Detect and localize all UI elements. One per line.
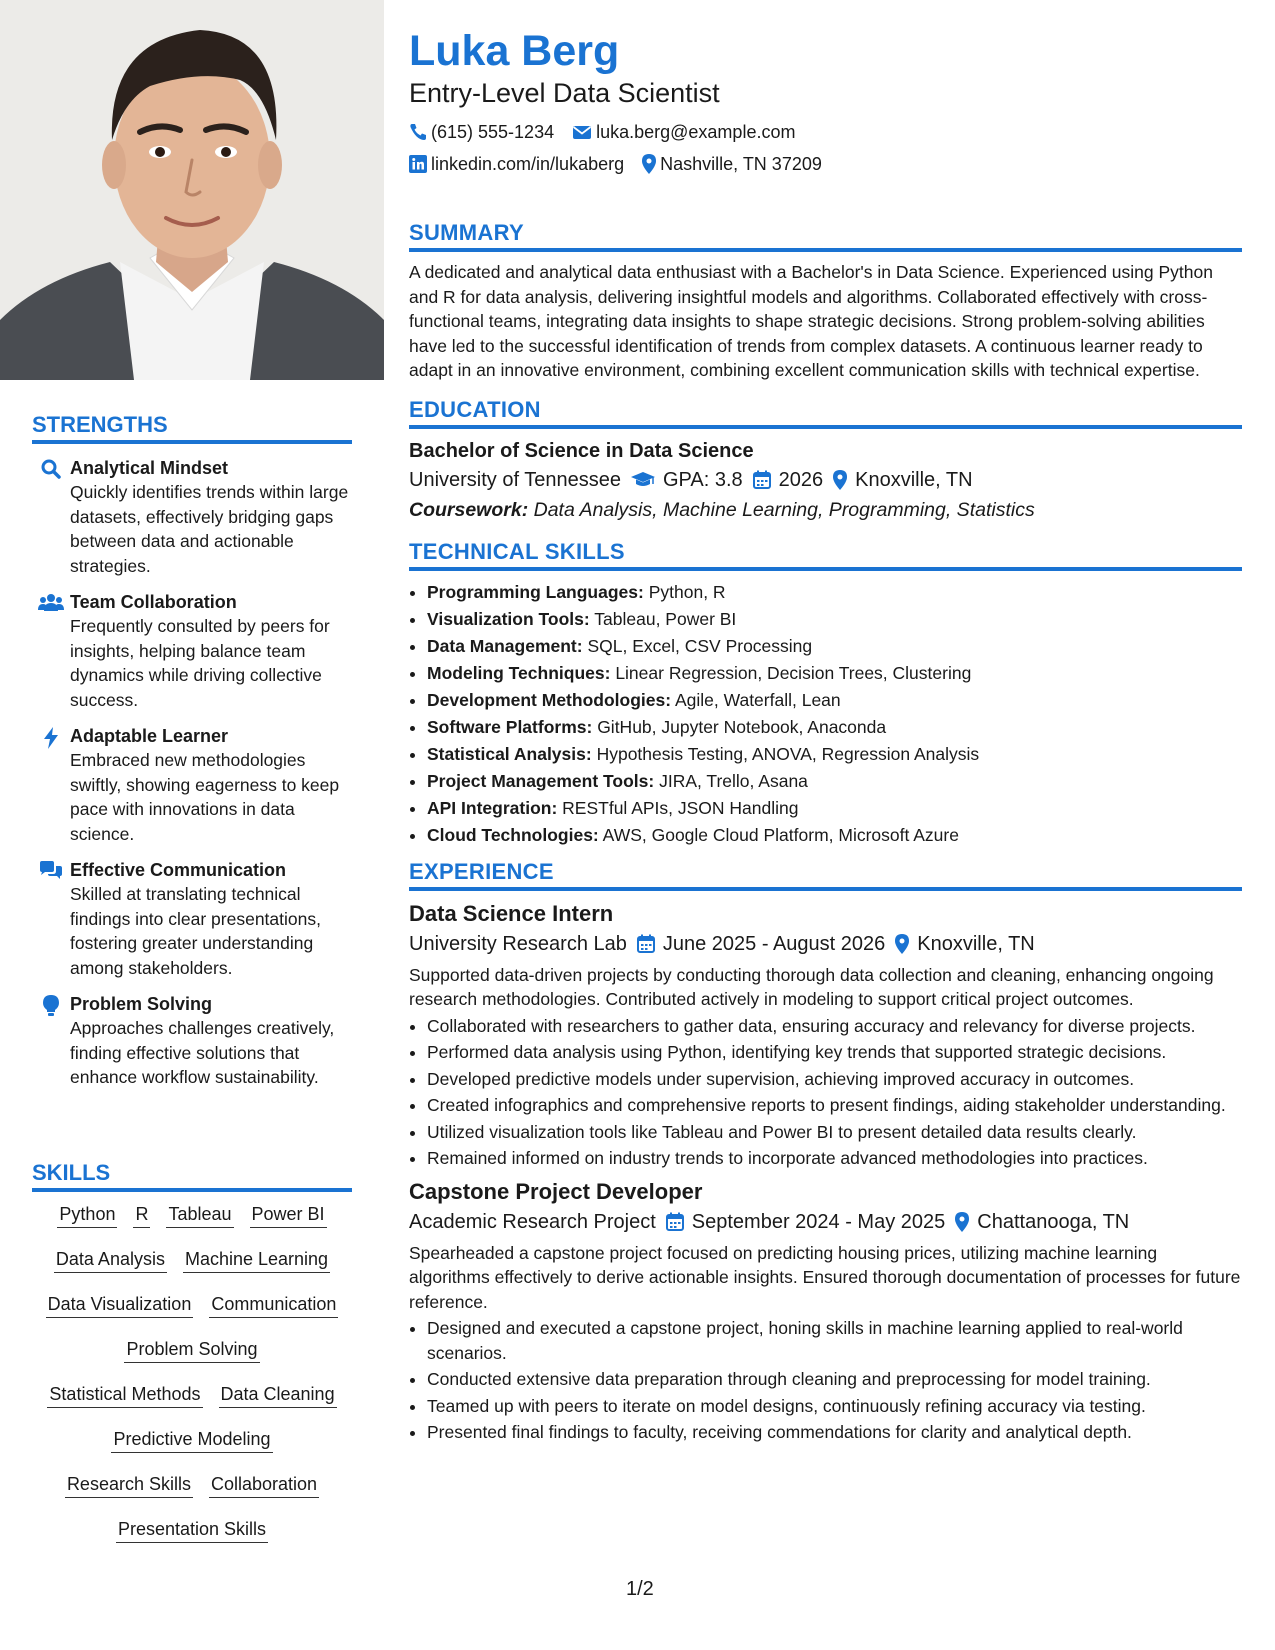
- list-item: [427, 714, 1242, 741]
- skill-value: GitHub, Jupyter Notebook, Anaconda: [597, 716, 887, 737]
- strength-title: Team Collaboration: [70, 592, 237, 612]
- skill-tag: R: [133, 1202, 150, 1228]
- list-item: • Created infographics and comprehensive reports to present findings, aiding stakeholder understanding.: [427, 1093, 1242, 1118]
- email-text: luka.berg@example.com: [596, 121, 796, 142]
- skill-tag: Power BI: [250, 1202, 327, 1228]
- list-item: • Designed and executed a capstone project, honing skills in machine learning applied to real-world scenarios.: [427, 1316, 1242, 1365]
- degree: Bachelor of Science in Data Science: [409, 439, 754, 462]
- strength-item: [32, 992, 352, 1090]
- strengths-heading: STRENGTHS: [32, 412, 352, 444]
- strength-title: Analytical Mindset: [70, 458, 229, 478]
- skill-value: JIRA, Trello, Asana: [659, 770, 808, 791]
- location-contact: [642, 154, 822, 175]
- strength-desc: Embraced new methodologies swiftly, showing eagerness to keep pace with innovations in data science.: [70, 750, 340, 844]
- list-item: • Teamed up with peers to iterate on model designs, continuously refining accuracy via testing.: [427, 1394, 1242, 1419]
- list-item: [427, 579, 1242, 606]
- skill-tag: Research Skills: [65, 1472, 193, 1498]
- profile-photo: [0, 0, 384, 380]
- list-item: [427, 768, 1242, 795]
- linkedin-icon: [409, 155, 427, 173]
- linkedin-text: linkedin.com/in/lukaberg: [431, 153, 625, 174]
- skill-tag: Data Cleaning: [219, 1382, 337, 1408]
- job-description: Supported data-driven projects by conducting thorough data collection and cleaning, enhancing ongoing research methodologies. Contributed actively in modeling to support critical project outcomes.: [409, 964, 1214, 1009]
- skill-label: Software Platforms:: [427, 716, 593, 737]
- strength-item: [32, 858, 352, 980]
- coursework-list: Data Analysis, Machine Learning, Programming, Statistics: [533, 498, 1035, 521]
- skill-row: [32, 1382, 352, 1408]
- job-entry: [409, 1177, 1242, 1445]
- skill-tag: Tableau: [166, 1202, 233, 1228]
- list-item: [427, 795, 1242, 822]
- summary-heading: SUMMARY: [409, 220, 1242, 252]
- lightbulb-icon: [32, 992, 70, 1090]
- skill-value: Python, R: [648, 581, 726, 602]
- education-heading: EDUCATION: [409, 397, 1242, 429]
- magnifier-icon: [32, 456, 70, 578]
- skill-label: Programming Languages:: [427, 581, 644, 602]
- job-org: Academic Research Project: [409, 1210, 656, 1233]
- chat-icon: [32, 858, 70, 980]
- strength-desc: Skilled at translating technical findings into clear presentations, fostering greater understanding among stakeholders.: [70, 884, 321, 978]
- skill-value: Hypothesis Testing, ANOVA, Regression Analysis: [596, 743, 980, 764]
- education-location: Knoxville, TN: [855, 468, 973, 491]
- location-text: Nashville, TN 37209: [660, 153, 822, 174]
- map-pin-icon: [642, 154, 656, 174]
- skill-value: Linear Regression, Decision Trees, Clustering: [615, 662, 972, 683]
- skill-tag: Collaboration: [209, 1472, 319, 1498]
- skill-label: Project Management Tools:: [427, 770, 655, 791]
- list-item: [427, 741, 1242, 768]
- job-role: Data Science Intern: [409, 900, 614, 926]
- skills-tags: [32, 1202, 352, 1543]
- skill-label: Modeling Techniques:: [427, 662, 611, 683]
- job-meta: [409, 1207, 1242, 1237]
- skill-tag: Presentation Skills: [116, 1517, 268, 1543]
- page-number: 1/2: [626, 1578, 654, 1600]
- strengths-section: [32, 412, 352, 1090]
- skill-label: Cloud Technologies:: [427, 824, 599, 845]
- job-bullets: [409, 1014, 1242, 1171]
- list-item: [427, 633, 1242, 660]
- job-role: Capstone Project Developer: [409, 1178, 703, 1204]
- strength-desc: Approaches challenges creatively, finding effective solutions that enhance workflow sustainability.: [70, 1018, 335, 1087]
- email-contact[interactable]: [572, 122, 795, 143]
- skill-value: AWS, Google Cloud Platform, Microsoft Azure: [602, 824, 959, 845]
- skill-tag: Data Visualization: [46, 1292, 194, 1318]
- graduation-year: 2026: [778, 468, 824, 491]
- list-item: • Remained informed on industry trends to incorporate advanced methodologies into practices.: [427, 1146, 1242, 1171]
- strength-desc: Quickly identifies trends within large datasets, effectively bridging gaps between data and actionable strategies.: [70, 482, 349, 576]
- map-pin-icon: [895, 934, 909, 954]
- job-meta: [409, 929, 1242, 959]
- skill-row: [32, 1202, 352, 1228]
- list-item: • Developed predictive models under supervision, achieving improved accuracy in outcomes.: [427, 1067, 1242, 1092]
- list-item: • Conducted extensive data preparation through cleaning and preprocessing for model training.: [427, 1367, 1242, 1392]
- skill-label: Statistical Analysis:: [427, 743, 592, 764]
- list-item: • Presented final findings to faculty, receiving commendations for clarity and analytical depth.: [427, 1420, 1242, 1445]
- candidate-title: Entry-Level Data Scientist: [409, 78, 720, 108]
- strength-desc: Frequently consulted by peers for insights, helping balance team dynamics while driving collective success.: [70, 616, 330, 710]
- skill-label: API Integration:: [427, 797, 558, 818]
- strength-title: Adaptable Learner: [70, 726, 229, 746]
- map-pin-icon: [833, 470, 847, 490]
- job-entry: [409, 899, 1242, 1171]
- job-bullets: [409, 1316, 1242, 1445]
- job-location: Knoxville, TN: [917, 932, 1035, 955]
- calendar-icon: [666, 1212, 684, 1231]
- skill-tag: Problem Solving: [124, 1337, 259, 1363]
- gpa: GPA: 3.8: [662, 468, 743, 491]
- skills-heading: SKILLS: [32, 1160, 352, 1192]
- skill-row: [32, 1247, 352, 1273]
- phone-text: (615) 555-1234: [431, 121, 555, 142]
- list-item: • Utilized visualization tools like Tableau and Power BI to present detailed data results clearly.: [427, 1120, 1242, 1145]
- skill-row: [32, 1427, 352, 1453]
- experience-heading: EXPERIENCE: [409, 859, 1242, 891]
- linkedin-contact[interactable]: [409, 154, 624, 175]
- skills-section: [32, 1160, 352, 1562]
- job-dates: September 2024 - May 2025: [691, 1210, 946, 1233]
- skill-label: Data Management:: [427, 635, 583, 656]
- calendar-icon: [637, 934, 655, 953]
- list-item: [427, 606, 1242, 633]
- job-location: Chattanooga, TN: [977, 1210, 1130, 1233]
- list-item: [427, 687, 1242, 714]
- school: University of Tennessee: [409, 468, 621, 491]
- contact-row: [409, 116, 1242, 148]
- job-description: Spearheaded a capstone project focused on predicting housing prices, utilizing machine learning algorithms effectively to derive actionable insights. Ensured thorough documentation of processes for future reference.: [409, 1242, 1241, 1312]
- graduation-cap-icon: [631, 471, 655, 489]
- skill-tag: Statistical Methods: [47, 1382, 202, 1408]
- phone-contact[interactable]: [409, 122, 554, 143]
- skill-tag: Python: [57, 1202, 117, 1228]
- list-item: [427, 660, 1242, 687]
- coursework-label: Coursework:: [409, 498, 529, 521]
- skill-row: [32, 1472, 352, 1498]
- list-item: • Collaborated with researchers to gather data, ensuring accuracy and relevancy for diverse projects.: [427, 1014, 1242, 1039]
- strength-title: Problem Solving: [70, 994, 213, 1014]
- summary-text: A dedicated and analytical data enthusiast with a Bachelor's in Data Science. Experienced using Python and R for data analysis, delivering insightful models and algorithms. Collaborated effectively with cross-functional teams, integrating data insights to shape strategic decisions. Strong problem-solving abilities have led to the successful identification of trends from complex datasets. A continuous learner ready to adapt in an innovative environment, combining excellent communication skills with technical expertise.: [409, 262, 1213, 380]
- skill-value: Tableau, Power BI: [594, 608, 737, 629]
- users-icon: [32, 590, 70, 712]
- strength-item: [32, 456, 352, 578]
- candidate-name: Luka Berg: [409, 27, 620, 75]
- bolt-icon: [32, 724, 70, 846]
- main-content: [409, 20, 1242, 1447]
- strength-item: [32, 590, 352, 712]
- skill-tag: Communication: [209, 1292, 338, 1318]
- strength-title: Effective Communication: [70, 860, 287, 880]
- list-item: • Performed data analysis using Python, identifying key trends that supported strategic decisions.: [427, 1040, 1242, 1065]
- contact-row: [409, 148, 1242, 180]
- skill-row: [32, 1292, 352, 1318]
- job-org: University Research Lab: [409, 932, 627, 955]
- education-meta: [409, 465, 1242, 495]
- map-pin-icon: [955, 1212, 969, 1232]
- job-dates: June 2025 - August 2026: [662, 932, 886, 955]
- list-item: [427, 822, 1242, 849]
- coursework: [409, 495, 1242, 525]
- envelope-icon: [572, 124, 592, 140]
- skill-tag: Machine Learning: [183, 1247, 330, 1273]
- skill-value: RESTful APIs, JSON Handling: [562, 797, 799, 818]
- skill-value: SQL, Excel, CSV Processing: [587, 635, 813, 656]
- skill-row: [32, 1337, 352, 1363]
- skill-tag: Predictive Modeling: [111, 1427, 272, 1453]
- technical-skills-list: [409, 579, 1242, 849]
- skill-tag: Data Analysis: [54, 1247, 167, 1273]
- technical-skills-heading: TECHNICAL SKILLS: [409, 539, 1242, 571]
- phone-icon: [409, 123, 427, 141]
- skill-row: [32, 1517, 352, 1543]
- calendar-icon: [753, 470, 771, 489]
- strength-item: [32, 724, 352, 846]
- skill-value: Agile, Waterfall, Lean: [674, 689, 841, 710]
- sidebar: [0, 0, 384, 1650]
- skill-label: Visualization Tools:: [427, 608, 590, 629]
- skill-label: Development Methodologies:: [427, 689, 672, 710]
